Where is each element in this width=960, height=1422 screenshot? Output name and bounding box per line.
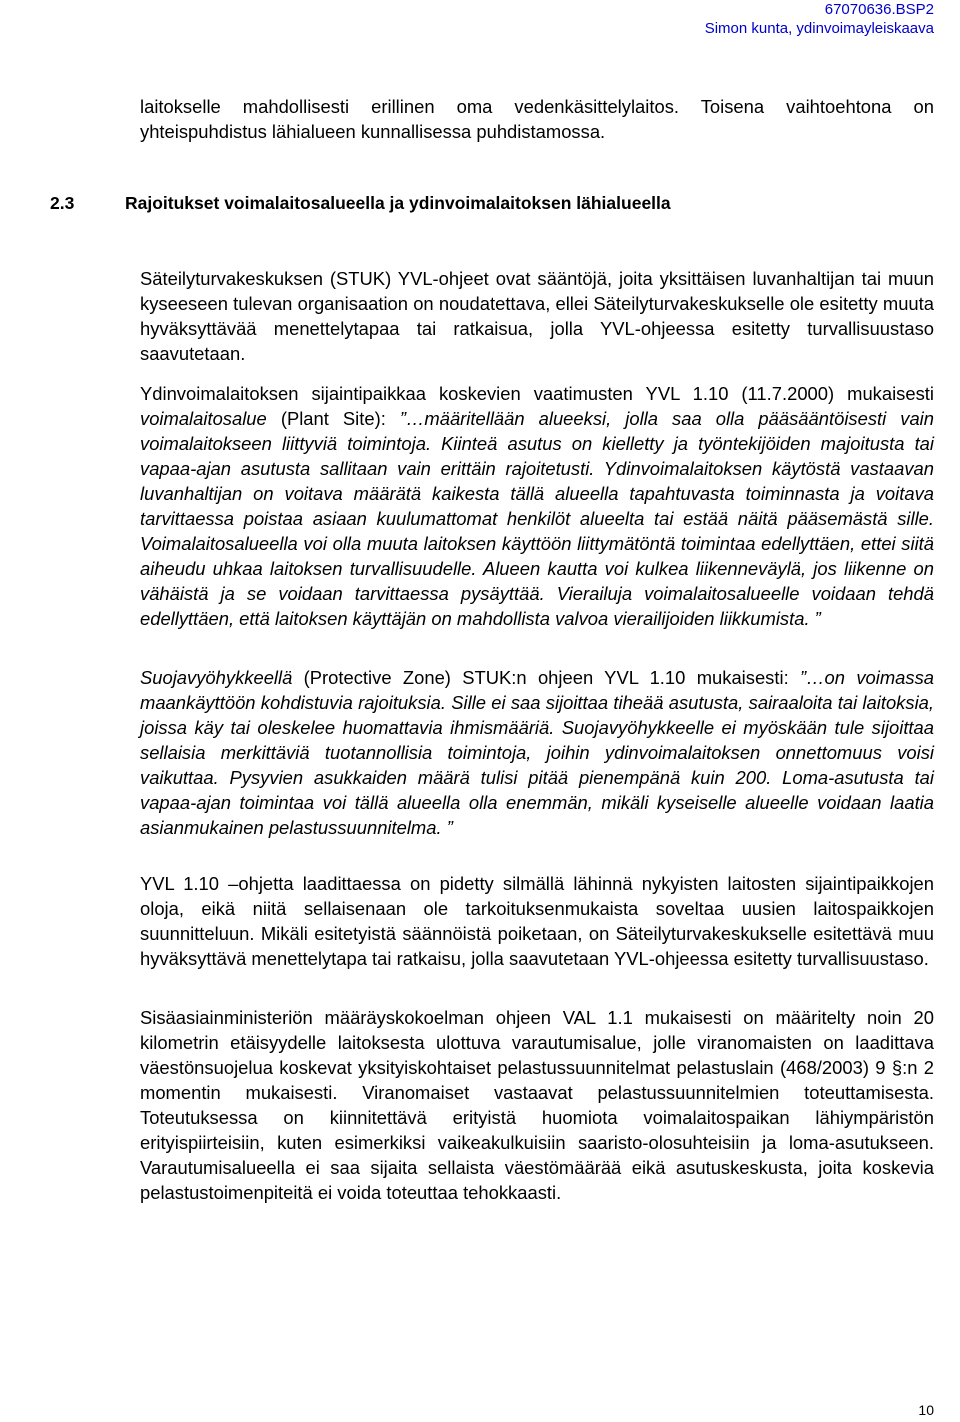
plant-site-term-en: (Plant Site): <box>266 408 400 429</box>
intro-paragraph: laitokselle mahdollisesti erillinen oma vedenkäsittelylaitos. Toisena vaihtoehtona on yhteispuhdistus lähialueen kunnallisessa puhdistamossa. <box>140 96 934 142</box>
protective-zone-term: Suojavyöhykkeellä <box>140 667 293 688</box>
section-number: 2.3 <box>50 193 75 213</box>
protective-zone-lead: (Protective Zone) STUK:n ohjeen YVL 1.10 mukaisesti: <box>292 667 801 688</box>
paragraph-protective-zone <box>140 665 934 840</box>
paragraph-stuk-guidelines: Säteilyturvakeskuksen (STUK) YVL-ohjeet ovat sääntöjä, joita yksittäisen luvanhaltijan tai muun kyseeseen tulevan organisaation on noudatettava, ellei Säteilyturvakeskukselle ole esitetty muuta hyväksyttävää menettelytapaa tai ratkaisua, jolla YVL-ohjeessa esitetty turvallisuustaso saavutetaan. <box>140 268 934 364</box>
page-header <box>705 0 934 38</box>
plant-site-quote: ”…määritellään alueeksi, jolla saa olla pääsääntöisesti vain voimalaitokseen liittyviä toimintoja. Kiinteä asutus on kielletty ja työntekijöiden majoitusta tai vapaa-ajan asutusta sallitaan vain erittäin rajoitetusti. Ydinvoimalaitoksen käytöstä vastaavan luvanhaltijan on voitava määrätä kaikesta tällä alueella tapahtuvasta toiminnasta ja voitava tarvittaessa poistaa asiaan kuulumattomat henkilöt alueelta tai estää näitä pääsemästä sille. Voimalaitosalueella voi olla muuta laitoksen käyttöön liittymätöntä toimintaa edellyttäen, ettei siitä aiheudu uhkaa laitoksen turvallisuudelle. Alueen kautta voi kulkea liikenneväylä, jos liikenne on vähäistä ja se voidaan tarvittaessa pysäyttää. Vierailuja voimalaitosalueelle voidaan tehdä edellyttäen, että laitoksen käyttäjän on mahdollista valvoa vierailijoiden liikkumista. ” <box>140 408 935 629</box>
paragraph-plant-site <box>140 381 934 631</box>
document-id: 67070636.BSP2 <box>824 1 934 18</box>
page-number: 10 <box>918 1402 934 1418</box>
document-title: Simon kunta, ydinvoimayleiskaava <box>704 20 934 37</box>
plant-site-lead: Ydinvoimalaitoksen sijaintipaikkaa koskevien vaatimusten YVL 1.10 (11.7.2000) mukaisesti <box>140 383 934 404</box>
plant-site-term: voimalaitosalue <box>140 408 267 429</box>
paragraph-yvl-application: YVL 1.10 –ohjetta laadittaessa on pidetty silmällä lähinnä nykyisten laitosten sijaintipaikkojen oloja, eikä niitä sellaisenaan ole tarkoituksenmukaista soveltaa uusien laitospaikkojen suunnitteluun. Mikäli esitetyistä säännöistä poiketaan, on Säteilyturvakeskukselle esitettävä muu hyväksyttävä menettelytapa tai ratkaisu, jolla saavutetaan YVL-ohjeessa esitetty turvallisuustaso. <box>140 873 934 969</box>
section-title: Rajoitukset voimalaitosalueella ja ydinvoimalaitoksen lähialueella <box>125 193 671 213</box>
paragraph-preparedness-zone: Sisäasiainministeriön määräyskokoelman ohjeen VAL 1.1 mukaisesti on määritelty noin 20 kilometrin etäisyydelle laitoksesta ulottuva varautumisalue, jolle viranomaisten on laadittava väestönsuojelua koskevat yksityiskohtaiset pelastussuunnitelmat pelastuslain (468/2003) 9 §:n 2 momentin mukaisesti. Viranomaiset vastaavat pelastussuunnitelmien toteuttamisesta. Toteutuksessa on kiinnitettävä erityistä huomiota voimalaitospaikan lähiympäristön erityispiirteisiin, kuten esimerkiksi vaikeakulkuisiin saaristo-olosuhteisiin ja loma-asutukseen. Varautumisalueella ei saa sijaita sellaista väestömäärää eikä asutuskeskusta, joita koskevia pelastustoimenpiteitä ei voida toteuttaa tehokkaasti. <box>140 1007 934 1203</box>
document-body <box>140 94 934 1205</box>
protective-zone-quote: ”…on voimassa maankäyttöön kohdistuvia rajoituksia. Sille ei saa sijoittaa tiheää asutusta, sairaaloita tai laitoksia, joissa käy tai oleskelee huomattavia ihmismääriä. Suojavyöhykkeelle ei myöskään tule sijoittaa sellaisia merkittäviä tuotannollisia toimintoja, joihin ydinvoimalaitoksen onnettomuus voisi vaikuttaa. Pysyvien asukkaiden määrä tulisi pitää pienempänä kuin 200. Loma-asutusta tai vapaa-ajan toimintaa voi tällä alueella olla enemmän, mikäli kyseiselle alueelle voidaan laatia asianmukainen pelastussuunnitelma. ” <box>140 667 934 838</box>
